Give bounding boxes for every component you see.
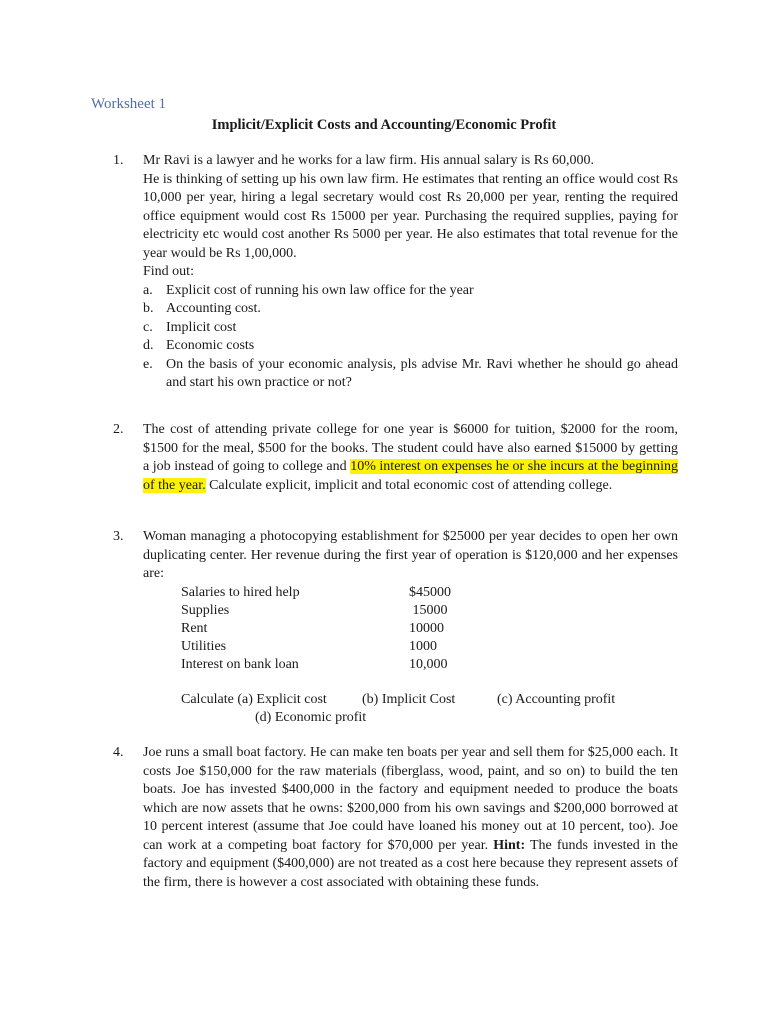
item-label: b. [143, 301, 154, 316]
question-number: 1. [113, 153, 124, 168]
calc-accounting-profit: (c) Accounting profit [497, 691, 616, 707]
question-3 [113, 528, 678, 728]
expense-name: Rent [181, 620, 208, 636]
question-1-body: He is thinking of setting up his own law firm. He estimates that renting an office would cost Rs 10,000 per year, hiring a legal secretary would cost Rs 20,000 per year, renting the required office equipment would cost Rs 15000 per year. Purchasing the required supplies, paying for electricity etc would cost another Rs 5000 per year. He also estimates that total revenue for the year would be Rs 1,00,000. [143, 171, 678, 261]
expense-amount: 15000 [409, 602, 448, 618]
list-item [143, 282, 678, 301]
list-item [143, 300, 678, 319]
expense-amount: $45000 [409, 584, 451, 600]
list-item [143, 319, 678, 338]
expense-amount: 1000 [409, 638, 437, 654]
item-text: Explicit cost of running his own law office for the year [166, 282, 474, 298]
table-row [181, 602, 451, 620]
highlighted-text: 10% interest on expenses he or she incurs at the beginning of the year. [143, 459, 679, 493]
question-2-text: The cost of attending private college for one year is $6000 for tuition, $2000 for the room, $1500 for the meal, $500 for the books. The student could have also earned $15000 by getting a job instead of going to college and [143, 422, 678, 474]
page-title: Implicit/Explicit Costs and Accounting/Economic Profit [211, 117, 557, 133]
list-item [143, 337, 678, 356]
item-text: On the basis of your economic analysis, pls advise Mr. Ravi whether he should go ahead and start his own practice or not? [166, 356, 678, 390]
question-number: 2. [113, 422, 124, 437]
calc-explicit-cost: Calculate (a) Explicit cost [181, 691, 327, 707]
table-row [181, 620, 451, 638]
find-out-label: Find out: [143, 264, 194, 279]
item-label: d. [143, 338, 154, 353]
question-2 [113, 421, 679, 495]
question-1-subitems [143, 282, 678, 393]
expense-name: Supplies [181, 602, 230, 618]
item-text: Economic costs [166, 338, 255, 353]
expense-amount: 10,000 [409, 656, 448, 672]
expense-name: Utilities [181, 638, 227, 654]
item-label: e. [143, 356, 153, 372]
calc-economic-profit: (d) Economic profit [255, 710, 367, 725]
question-4 [113, 744, 678, 892]
question-3-intro: Woman managing a photocopying establishment for $25000 per year decides to open her own duplicating center. Her revenue during the first year of operation is $120,000 and her expenses are: [143, 529, 678, 581]
expenses-table [181, 584, 451, 674]
expense-amount: 10000 [409, 620, 444, 636]
question-1 [113, 152, 678, 393]
table-row [181, 584, 451, 602]
question-number: 4. [113, 745, 124, 760]
question-1-line1: Mr Ravi is a lawyer and he works for a law firm. His annual salary is Rs 60,000. [143, 153, 595, 168]
table-row [181, 638, 451, 656]
question-number: 3. [113, 529, 124, 544]
expense-name: Salaries to hired help [181, 584, 300, 600]
question-4-text: Joe runs a small boat factory. He can make ten boats per year and sell them for $25,000 each. It costs Joe $150,000 for the raw materials (fiberglass, wood, paint, and so on) to build the ten boats. Joe has invested $400,000 in the factory and equipment needed to produce the boats which are now assets that he owns: $200,000 from his own savings and $200,000 borrowed at 10 percent interest (assume that Joe could have loaned his money out at 10 percent, too). Joe can work at a competing boat factory for $70,000 per year. [143, 745, 678, 853]
expense-name: Interest on bank loan [181, 656, 299, 672]
item-label: a. [143, 282, 153, 298]
list-item [143, 356, 678, 393]
worksheet-label: Worksheet 1 [91, 96, 167, 112]
table-row [181, 656, 451, 674]
calc-implicit-cost: (b) Implicit Cost [362, 691, 456, 707]
hint-label: Hint: [493, 837, 526, 853]
hint-text: The funds invested in the factory and equipment ($400,000) are not treated as a cost here because they represent assets of the firm, there is however a cost associated with obtaining these funds. [143, 837, 678, 890]
calculate-line [143, 691, 678, 710]
item-text: Implicit cost [166, 319, 237, 335]
item-label: c. [143, 319, 153, 335]
item-text: Accounting cost. [166, 301, 261, 316]
question-2-text-end: Calculate explicit, implicit and total economic cost of attending college. [205, 477, 613, 493]
